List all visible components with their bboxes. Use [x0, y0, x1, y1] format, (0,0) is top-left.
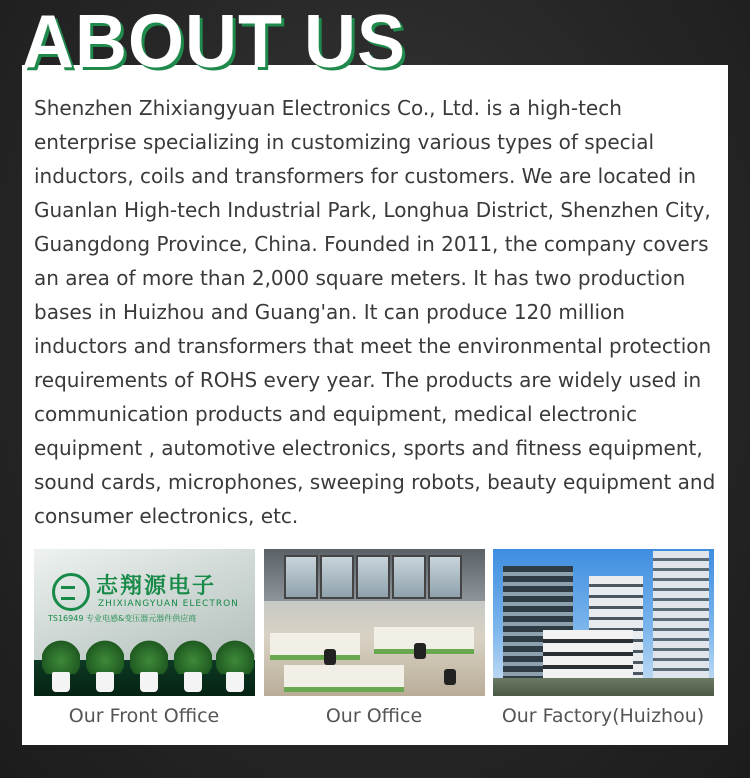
plant-icon — [86, 640, 124, 692]
plant-icon — [42, 640, 80, 692]
sign-english-name: ZHIXIANGYUAN ELECTRON — [98, 599, 239, 609]
plant-icon — [174, 640, 212, 692]
factory-caption: Our Factory(Huizhou) — [501, 705, 705, 727]
sign-chinese-name: 志翔源电子 — [96, 574, 217, 599]
company-logo-icon — [52, 573, 90, 611]
about-card — [22, 65, 728, 745]
front-office-caption: Our Front Office — [68, 705, 220, 727]
company-description: Shenzhen Zhixiangyuan Electronics Co., Ltd. is a high-tech enterprise specializing in customizing various types of special inductors, coils and transformers for customers. We are located in Guanlan High-tech Industrial Park, Longhua District, Shenzhen City, Guangdong Province, China. Founded in 2011, the company covers an area of more than 2,000 square meters. It has two production bases in Huizhou and Guang'an. It can produce 120 million inductors and transformers that meet the environmental protection requirements of ROHS every year. The products are widely used in communication products and equipment, medical electronic equipment , automotive electronics, sports and fitness equipment, sound cards, microphones, sweeping robots, beauty equipment and consumer electronics, etc. — [34, 96, 716, 528]
office-desk — [284, 665, 404, 692]
sign-subtitle: TS16949 专业电感&变压器元器件供应商 — [48, 614, 197, 623]
building — [653, 551, 709, 696]
front-office-photo — [34, 549, 255, 696]
page-title: ABOUT US — [22, 0, 406, 84]
office-desk — [270, 633, 360, 660]
office-photo — [264, 549, 485, 696]
factory-photo — [493, 549, 714, 696]
plant-icon — [216, 640, 254, 692]
office-caption: Our Office — [325, 705, 423, 727]
plant-icon — [130, 640, 168, 692]
